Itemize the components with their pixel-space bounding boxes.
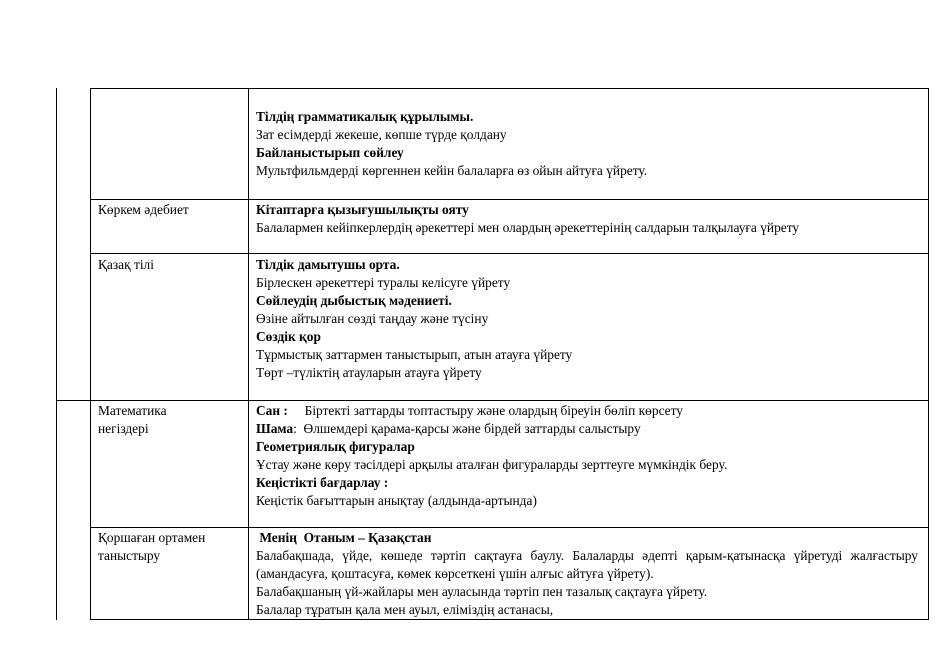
content-line: Мультфильмдерді көргеннен кейін балаларға өз ойын айтуға үйрету. bbox=[256, 163, 648, 178]
row-1-content-cell bbox=[256, 201, 922, 237]
content-line: Тұрмыстық заттармен таныстырып, атын атауға үйрету bbox=[256, 347, 573, 362]
content-line: Бірлескен әрекеттері туралы келісуге үйрету bbox=[256, 275, 511, 290]
row-3-subject-cell bbox=[98, 402, 246, 438]
left-margin-line-bottom bbox=[56, 400, 57, 620]
left-margin-line-top bbox=[56, 88, 57, 400]
content-line: Төрт –түліктің атауларын атауға үйрету bbox=[256, 365, 482, 380]
row-4-content-cell bbox=[256, 529, 918, 619]
subject-name: негіздері bbox=[98, 421, 149, 436]
row-1-subject-cell bbox=[98, 201, 246, 219]
row-border-2 bbox=[90, 253, 929, 254]
section-heading: Сөйлеудің дыбыстық мәдениеті. bbox=[256, 293, 452, 308]
content-line: Балабақшаның үй-жайлары мен ауласында тәртіп пен тазалық сақтауға үйрету. bbox=[256, 584, 708, 599]
content-line: Кеңістік бағыттарын анықтау (алдында-артында) bbox=[256, 493, 537, 508]
section-heading: Тілдік дамытушы орта. bbox=[256, 257, 400, 272]
row-3-content-cell bbox=[256, 402, 922, 510]
column-divider bbox=[248, 88, 249, 620]
section-heading: Геометриялық фигуралар bbox=[256, 439, 415, 454]
content-line bbox=[256, 402, 922, 420]
content-line: Зат есімдерді жекеше, көпше түрде қолдану bbox=[256, 127, 507, 142]
subject-name: Математика bbox=[98, 403, 167, 418]
section-heading: Кеңістікті бағдарлау : bbox=[256, 475, 389, 490]
section-heading: Тілдің грамматикалық құрылымы. bbox=[256, 109, 474, 124]
subject-name: Қазақ тілі bbox=[98, 257, 154, 272]
row-border-1 bbox=[90, 199, 929, 200]
row-border-bottom bbox=[90, 619, 929, 620]
content-line: Балалар тұратын қала мен ауыл, еліміздің астанасы, bbox=[256, 602, 554, 617]
row-border-4 bbox=[90, 527, 929, 528]
section-heading: Сөздік қор bbox=[256, 329, 321, 344]
inline-text: : Өлшемдері қарама-қарсы және бірдей заттарды салыстыру bbox=[293, 421, 641, 436]
section-heading: Менің Отаным – Қазақстан bbox=[256, 530, 432, 545]
row-border-top bbox=[90, 88, 929, 89]
inline-label: Сан : bbox=[256, 403, 288, 418]
row-border-3 bbox=[56, 400, 929, 401]
section-heading: Кітаптарға қызығушылықты ояту bbox=[256, 202, 469, 217]
content-paragraph: Балабақшада, үйде, көшеде тәртіп сақтауға баулу. Балаларды әдепті қарым-қатынасқа үйретуді жалғастыру (амандасуға, қоштасуға, көмек көрсеткені үшін алғыс айтуға үйрету). bbox=[256, 548, 918, 581]
content-line: Өзіне айтылған сөзді таңдау және түсіну bbox=[256, 311, 489, 326]
table-left-border bbox=[90, 88, 91, 620]
table-right-border bbox=[928, 88, 929, 620]
row-2-subject-cell bbox=[98, 256, 246, 274]
content-line: Балалармен кейіпкерлердің әрекеттері мен олардың әрекеттерінің салдарын талқылауға үйрету bbox=[256, 220, 800, 235]
subject-name: Көркем әдебиет bbox=[98, 202, 189, 217]
section-heading: Байланыстырып сөйлеу bbox=[256, 145, 404, 160]
content-line bbox=[256, 420, 922, 438]
subject-name: Қоршаған ортамен bbox=[98, 530, 206, 545]
subject-name: таныстыру bbox=[98, 548, 161, 563]
inline-text: Біртекті заттарды топтастыру және олардың біреуін бөліп көрсету bbox=[304, 403, 683, 418]
content-line: Ұстау және көру тәсілдері арқылы аталған фигураларды зерттеуге мүмкіндік беру. bbox=[256, 457, 728, 472]
row-4-subject-cell bbox=[98, 529, 246, 565]
row-0-content-cell bbox=[256, 108, 922, 180]
inline-label: Шама bbox=[256, 421, 294, 436]
row-2-content-cell bbox=[256, 256, 922, 382]
